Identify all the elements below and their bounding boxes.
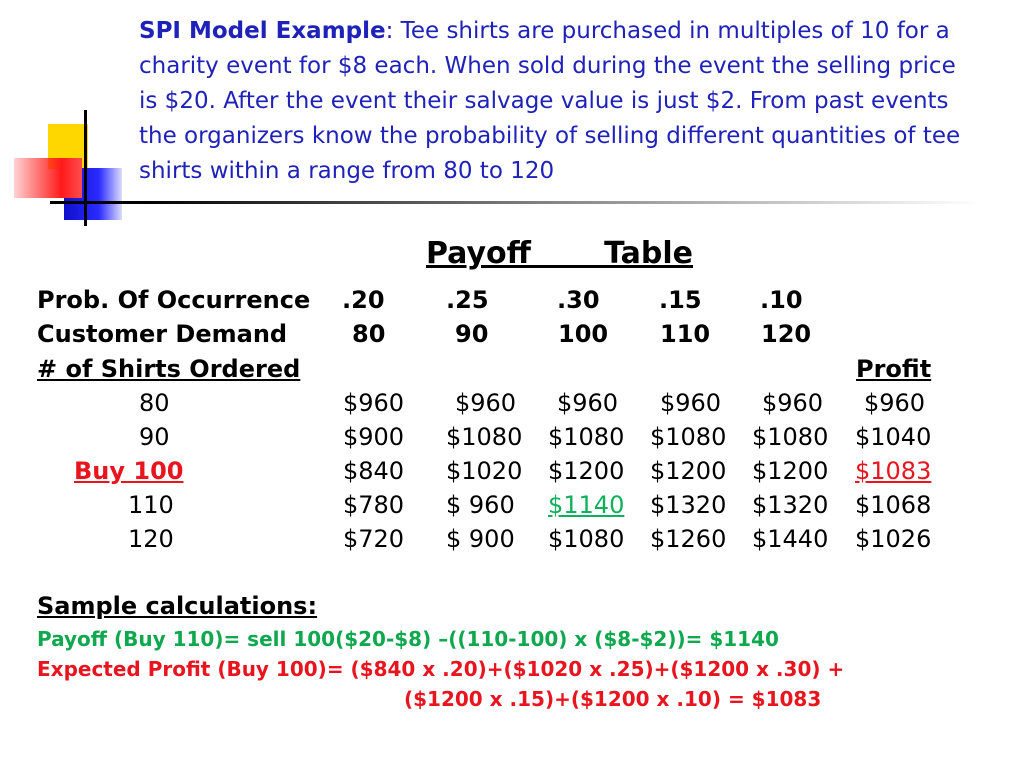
order-cell: 120: [128, 525, 174, 553]
payoff-cell: $1200: [548, 457, 625, 485]
expected-profit-calculation-line2: ($1200 x .15)+($1200 x .10) = $1083: [404, 687, 822, 711]
order-cell: 80: [139, 389, 170, 417]
probability-cell: .20: [342, 286, 385, 314]
payoff-cell: $840: [343, 457, 405, 485]
title-divider-line: [50, 201, 980, 204]
probability-cell: .10: [760, 286, 803, 314]
payoff-cell: $1080: [548, 525, 625, 553]
sample-calculations-heading: Sample calculations:: [37, 592, 318, 620]
payoff-cell: $720: [343, 525, 405, 553]
payoff-cell: $960: [343, 389, 405, 417]
payoff-cell: $1320: [650, 491, 727, 519]
decorative-red-block: [14, 158, 82, 198]
payoff-cell: $1020: [446, 457, 523, 485]
table-row: [0, 420, 1024, 454]
profit-cell: $960: [864, 389, 926, 417]
payoff-cell: $960: [455, 389, 517, 417]
demand-cell: 110: [660, 320, 711, 348]
demand-cell: 100: [558, 320, 609, 348]
payoff-cell: $900: [343, 423, 405, 451]
expected-profit-calculation-line1: Expected Profit (Buy 100)= ($840 x .20)+($1020 x .25)+($1200 x .30) +: [37, 657, 845, 681]
payoff-cell: $1200: [650, 457, 727, 485]
ordered-label: # of Shirts Ordered: [37, 355, 301, 383]
intro-paragraph: [139, 14, 979, 189]
demand-cell: 80: [352, 320, 386, 348]
payoff-cell: $1080: [548, 423, 625, 451]
probability-cell: .25: [446, 286, 489, 314]
intro-text: : Tee shirts are purchased in multiples of 10 for a charity event for $8 each. When sold during the event the selling price is $20. After the event their salvage value is just $2. From past events the organizers know the probability of selling different quantities of tee shirts within a range from 80 to 120: [139, 18, 961, 184]
payoff-cell: $960: [557, 389, 619, 417]
payoff-cell: $960: [660, 389, 722, 417]
payoff-table-title: Payoff Table: [426, 236, 694, 271]
demand-cell: 120: [761, 320, 812, 348]
table-row: [0, 488, 1024, 522]
demand-row: [0, 317, 1024, 351]
payoff-cell: $1200: [752, 457, 829, 485]
profit-cell: $1040: [855, 423, 932, 451]
payoff-cell: $1080: [650, 423, 727, 451]
order-cell: 110: [128, 491, 174, 519]
payoff-cell: $1080: [752, 423, 829, 451]
probability-label: Prob. Of Occurrence: [37, 286, 311, 314]
probability-cell: .15: [659, 286, 702, 314]
demand-cell: 90: [455, 320, 489, 348]
intro-lead: SPI Model Example: [139, 18, 386, 44]
probability-row: [0, 283, 1024, 317]
demand-label: Customer Demand: [37, 320, 288, 348]
payoff-cell: $ 900: [446, 525, 515, 553]
decorative-vertical-line: [84, 110, 87, 226]
profit-cell-highlighted: $1083: [855, 457, 932, 485]
payoff-cell-highlighted: $1140: [548, 491, 625, 519]
profit-label: Profit: [856, 355, 932, 383]
payoff-cell: $780: [343, 491, 405, 519]
payoff-calculation: Payoff (Buy 110)= sell 100($20-$8) –((110-100) x ($8-$2))= $1140: [37, 627, 779, 651]
payoff-cell: $1440: [752, 525, 829, 553]
profit-cell: $1068: [855, 491, 932, 519]
payoff-cell: $1080: [446, 423, 523, 451]
payoff-cell: $1320: [752, 491, 829, 519]
payoff-cell: $960: [762, 389, 824, 417]
payoff-cell: $ 960: [446, 491, 515, 519]
payoff-cell: $1260: [650, 525, 727, 553]
profit-cell: $1026: [855, 525, 932, 553]
order-cell-highlighted: Buy 100: [74, 457, 184, 485]
probability-cell: .30: [557, 286, 600, 314]
order-cell: 90: [139, 423, 170, 451]
table-row: [0, 522, 1024, 556]
table-row: [0, 454, 1024, 488]
header-row: [0, 352, 1024, 386]
table-row: [0, 386, 1024, 420]
